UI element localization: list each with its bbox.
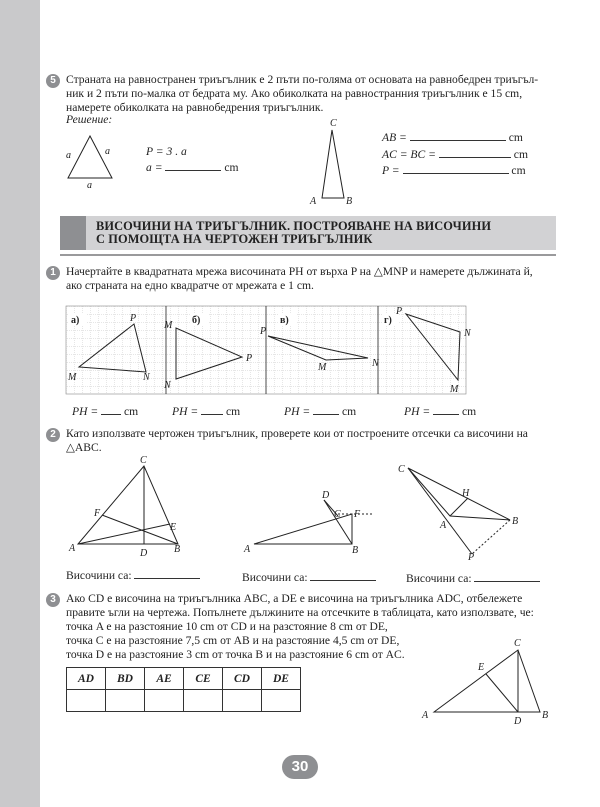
triangle-abc-2c <box>408 468 510 520</box>
problem-3-line-4: точка C е на разстояние 7,5 cm от AB и на разстояние 4,5 cm от DE, <box>66 634 400 647</box>
fig3-label-a: A <box>422 710 429 721</box>
problem-5-line-3: намерете обиколката на равнобедрения триъгълник. <box>66 101 324 114</box>
a-answer-line <box>146 160 239 174</box>
b-vertex-m: M <box>164 320 173 331</box>
problem-5-line-1: Страната на равностранен триъгълник е 2 пъти по-голяма от основата на равнобедрен триъгъл- <box>66 73 539 86</box>
d-vertex-p: P <box>396 306 403 317</box>
d-vertex-m: M <box>450 384 459 395</box>
fig2a-label-a: A <box>69 543 76 554</box>
table-cell-bd[interactable] <box>106 690 145 712</box>
fig2a-label-b: B <box>174 544 181 555</box>
fig2c-label-p: P <box>468 552 475 563</box>
a-answer-unit: cm <box>224 161 239 174</box>
a-vertex-m: M <box>68 372 77 383</box>
triangle-abc-2a <box>78 466 178 544</box>
fig2a-label-e: E <box>170 522 177 533</box>
fig2a-label-d: D <box>140 548 148 559</box>
a-answer-label: a = <box>146 161 163 174</box>
heights-answer-b <box>242 570 376 584</box>
answer-d-label: PH = <box>404 405 431 418</box>
fig2c-label-b: B <box>512 516 519 527</box>
p-answer-blank[interactable] <box>403 163 509 174</box>
page-number: 30 <box>282 755 318 779</box>
problem-1-line-1: Начертайте в квадратната мрежа височината PH от върха P на △MNP и намерете дължината й, <box>66 265 533 278</box>
figure-2c <box>394 458 524 562</box>
answer-b-unit: cm <box>226 405 241 418</box>
d-vertex-n: N <box>464 328 471 339</box>
heights-blank-b[interactable] <box>310 570 376 581</box>
table-cell-ad[interactable] <box>67 690 106 712</box>
iso-vertex-c: C <box>330 118 337 129</box>
p-answer-label: P = <box>382 164 400 177</box>
heading-bar-dark <box>60 216 86 250</box>
fig2b-label-b: B <box>352 545 359 556</box>
dashed-extension-bp <box>472 520 510 554</box>
eq-side-label-left: a <box>66 150 71 161</box>
b-vertex-n: N <box>164 380 171 391</box>
figure-3 <box>420 634 560 727</box>
table-header-row <box>67 668 301 690</box>
fig3-label-e: E <box>478 662 485 673</box>
eq-side-label-right: a <box>105 146 110 157</box>
section-title-line-2: С ПОМОЩТА НА ЧЕРТОЖЕН ТРИЪГЪЛНИК <box>96 232 373 246</box>
answer-c-label: PH = <box>284 405 311 418</box>
heights-blank-a[interactable] <box>134 568 200 579</box>
heights-label-a: Височини са: <box>66 569 132 582</box>
section-heading <box>96 220 491 246</box>
table-header-ae: AE <box>145 668 184 690</box>
problem-3-number: 3 <box>46 593 60 607</box>
problem-2-line-2: △ABC. <box>66 441 102 454</box>
answer-b <box>172 404 240 418</box>
segment-c-p <box>408 468 472 554</box>
a-vertex-p: P <box>130 313 137 324</box>
ab-answer-label: AB = <box>382 131 407 144</box>
part-b-label: б) <box>192 315 201 326</box>
answer-a-unit: cm <box>124 405 139 418</box>
equilateral-triangle-figure <box>60 130 120 190</box>
heights-answer-c <box>406 571 540 585</box>
segment-ah <box>450 498 468 516</box>
heights-label-c: Височини са: <box>406 572 472 585</box>
part-d-label: г) <box>384 315 392 326</box>
answer-c <box>284 404 356 418</box>
figure-2b <box>240 486 380 576</box>
b-vertex-p: P <box>246 353 253 364</box>
heights-label-b: Височини са: <box>242 571 308 584</box>
problem-5-line-2: ник и 2 пъти по-малка от бедрата му. Ако обиколката на равностранния триъгълник е 15 cm, <box>66 87 523 100</box>
answer-d <box>404 404 476 418</box>
acbc-answer-blank[interactable] <box>439 147 511 158</box>
c-vertex-p: P <box>260 326 267 337</box>
fig2a-label-f: F <box>94 508 101 519</box>
table-header-bd: BD <box>106 668 145 690</box>
acbc-answer-line <box>382 147 528 161</box>
heights-answer-a <box>66 568 200 582</box>
ab-answer-blank[interactable] <box>410 130 506 141</box>
fig3-label-c: C <box>514 638 521 649</box>
fig2c-label-c: C <box>398 464 405 475</box>
fig2b-label-f: F <box>354 509 361 520</box>
section-title-line-1: ВИСОЧИНИ НА ТРИЪГЪЛНИК. ПОСТРОЯВАНЕ НА ВИСОЧИНИ <box>96 219 492 233</box>
problem-3-line-3: точка A е на разстояние 10 cm от CD и на разстояние 8 cm от DE, <box>66 620 388 633</box>
acbc-answer-label: AC = BC = <box>382 148 436 161</box>
iso-vertex-a: A <box>310 196 317 207</box>
answer-c-blank[interactable] <box>313 404 339 415</box>
isosceles-triangle <box>322 130 344 198</box>
figure-2a <box>66 452 196 560</box>
table-cell-ce[interactable] <box>184 690 223 712</box>
ab-answer-unit: cm <box>508 131 523 144</box>
problem-1-number: 1 <box>46 266 60 280</box>
ab-answer-line <box>382 130 523 144</box>
table-header-ce: CE <box>184 668 223 690</box>
segment-de-3 <box>486 674 518 712</box>
answer-c-unit: cm <box>342 405 357 418</box>
table-cell-ae[interactable] <box>145 690 184 712</box>
table-cell-cd[interactable] <box>223 690 262 712</box>
c-vertex-m: M <box>318 362 327 373</box>
triangle-abc-3 <box>434 650 540 712</box>
table-header-de: DE <box>262 668 301 690</box>
answer-d-unit: cm <box>462 405 477 418</box>
answer-b-blank[interactable] <box>201 404 223 415</box>
fig2c-label-h: H <box>462 488 470 499</box>
page-sidebar <box>0 0 40 807</box>
answer-d-blank[interactable] <box>433 404 459 415</box>
p-answer-line <box>382 163 526 177</box>
perimeter-formula: P = 3 . a <box>146 145 187 158</box>
answer-a-label: PH = <box>72 405 99 418</box>
eq-side-label-bottom: a <box>87 180 92 191</box>
fig2c-label-a: A <box>440 520 447 531</box>
table-header-ad: AD <box>67 668 106 690</box>
problem-1-line-2: ако страната на едно квадратче от мрежата е 1 cm. <box>66 279 314 292</box>
answer-b-label: PH = <box>172 405 199 418</box>
iso-vertex-b: B <box>346 196 353 207</box>
problem-3-line-1: Ако CD е височина на триъгълника ABC, а DE е височина на триъгълника ADC, отбележете <box>66 592 523 605</box>
answer-a-blank[interactable] <box>101 404 121 415</box>
problem-2-line-1: Като използвате чертожен триъгълник, проверете кои от построените отсечки са височини на <box>66 427 528 440</box>
heading-separator <box>60 254 556 256</box>
part-a-label: а) <box>71 315 80 326</box>
table-header-cd: CD <box>223 668 262 690</box>
fig3-label-d: D <box>514 716 522 727</box>
table-answer-row <box>67 690 301 712</box>
fig3-label-b: B <box>542 710 549 721</box>
table-cell-de[interactable] <box>262 690 301 712</box>
c-vertex-n: N <box>372 358 379 369</box>
heights-blank-c[interactable] <box>474 571 540 582</box>
isosceles-triangle-figure <box>308 118 358 208</box>
solution-label: Решение: <box>66 113 113 126</box>
equilateral-triangle <box>68 136 112 178</box>
fig2b-label-c: C <box>334 509 341 520</box>
fig2b-label-a: A <box>244 544 251 555</box>
lengths-table <box>66 667 301 712</box>
problem-3-line-2: правите ъгли на чертежа. Попълнете дължините на отсечките в таблицата, като използвате, че: <box>66 606 534 619</box>
segment-bf <box>102 515 178 544</box>
problem-5-number: 5 <box>46 74 60 88</box>
acbc-answer-unit: cm <box>513 148 528 161</box>
part-c-label: в) <box>280 315 289 326</box>
segment-bd <box>324 500 352 544</box>
answer-a <box>72 404 138 418</box>
grid-figure <box>66 306 471 395</box>
a-vertex-n: N <box>143 372 150 383</box>
fig2b-label-d: D <box>322 490 330 501</box>
a-answer-blank[interactable] <box>165 160 221 171</box>
fig2a-label-c: C <box>140 455 147 466</box>
problem-3-line-5: точка D е на разстояние 3 cm от точка B и на разстояние 6 cm от AC. <box>66 648 405 661</box>
p-answer-unit: cm <box>511 164 526 177</box>
problem-2-number: 2 <box>46 428 60 442</box>
